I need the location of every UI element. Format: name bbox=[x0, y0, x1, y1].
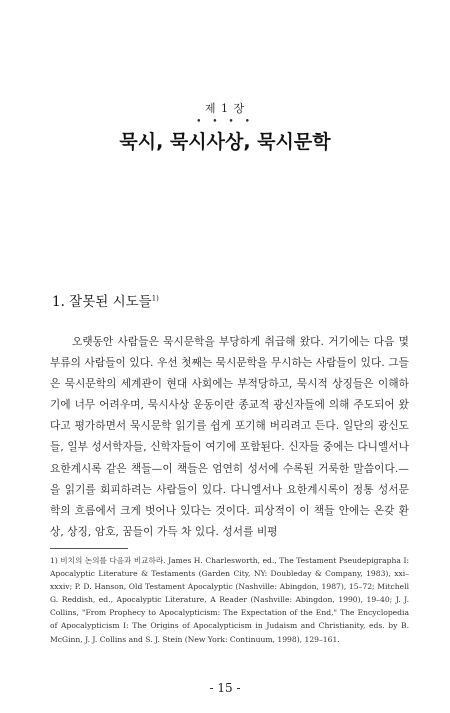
footnote-1: 1) 비치의 논의를 다음과 비교하라. James H. Charlesworth, ed., The Testament Pseudepigrapha I: Apocalyptic Literature & Testaments (Garden City, NY: Doubleday & Company, 1983), xxi–xxxiv; P. D. Hanson, Old Testament Apocalyptic (Nashville: Abingdon, 1987), 15–72; Mitchell G. Reddish, ed., Apocalyptic Literature, A Reader (Nashville: Abingdon, 1990), 19–40; J. J. Collins, "From Prophecy to Apocalypticism: The Expectation of the End," The Encyclopedia of Apocalypticism I: The Origins of Apocalypticism in Judaism and Christianity, eds. by B. McGinn, J. J. Collins and S. J. Stein (New York: Continuum, 1998), 129–161. bbox=[50, 556, 409, 644]
body-paragraph: 오랫동안 사람들은 묵시문학을 부당하게 취급해 왔다. 거기에는 다음 몇 부류의 사람들이 있다. 우선 첫째는 묵시문학을 무시하는 사람들이 있다. 그들은 묵시문학의 세계관이 현대 사회에는 부적당하고, 묵시적 상징들은 이해하기에 너무 어려우며, 묵시사상 운동이란 종교적 광신자들에 의해 주도되어 왔다고 평가하면서 묵시문학 읽기를 쉽게 포기해 버리려고 든다. 일단의 광신도들, 일부 성서학자들, 신학자들이 여기에 포함된다. 신자들 중에는 다니엘서나 요한계시록 같은 책들—이 책들은 엄연히 성서에 수록된 거룩한 말씀이다.—을 읽기를 회피하려는 사람들이 있다. 다니엘서나 요한계시록이 정통 성서문학의 흐름에서 크게 벗어나 있다는 것이다. 피상적이 이 책들 안에는 온갖 환상, 상징, 암호, 꿈들이 가득 차 있다. 성서를 비평 bbox=[50, 336, 409, 538]
footnotes bbox=[50, 554, 409, 646]
page-number: - 15 - bbox=[209, 681, 241, 695]
chapter-title: 묵시, 묵시사상, 묵시문학 bbox=[119, 131, 331, 153]
section-heading bbox=[52, 290, 159, 310]
footnote-divider bbox=[50, 548, 128, 549]
footnote-marker: 1) bbox=[151, 294, 159, 303]
body-text bbox=[50, 332, 409, 543]
section-heading-text: 1. 잘못된 시도들 bbox=[52, 294, 152, 310]
chapter-ornament-dots: • • • • bbox=[196, 117, 254, 127]
chapter-label: 제 1 장 bbox=[204, 102, 246, 115]
